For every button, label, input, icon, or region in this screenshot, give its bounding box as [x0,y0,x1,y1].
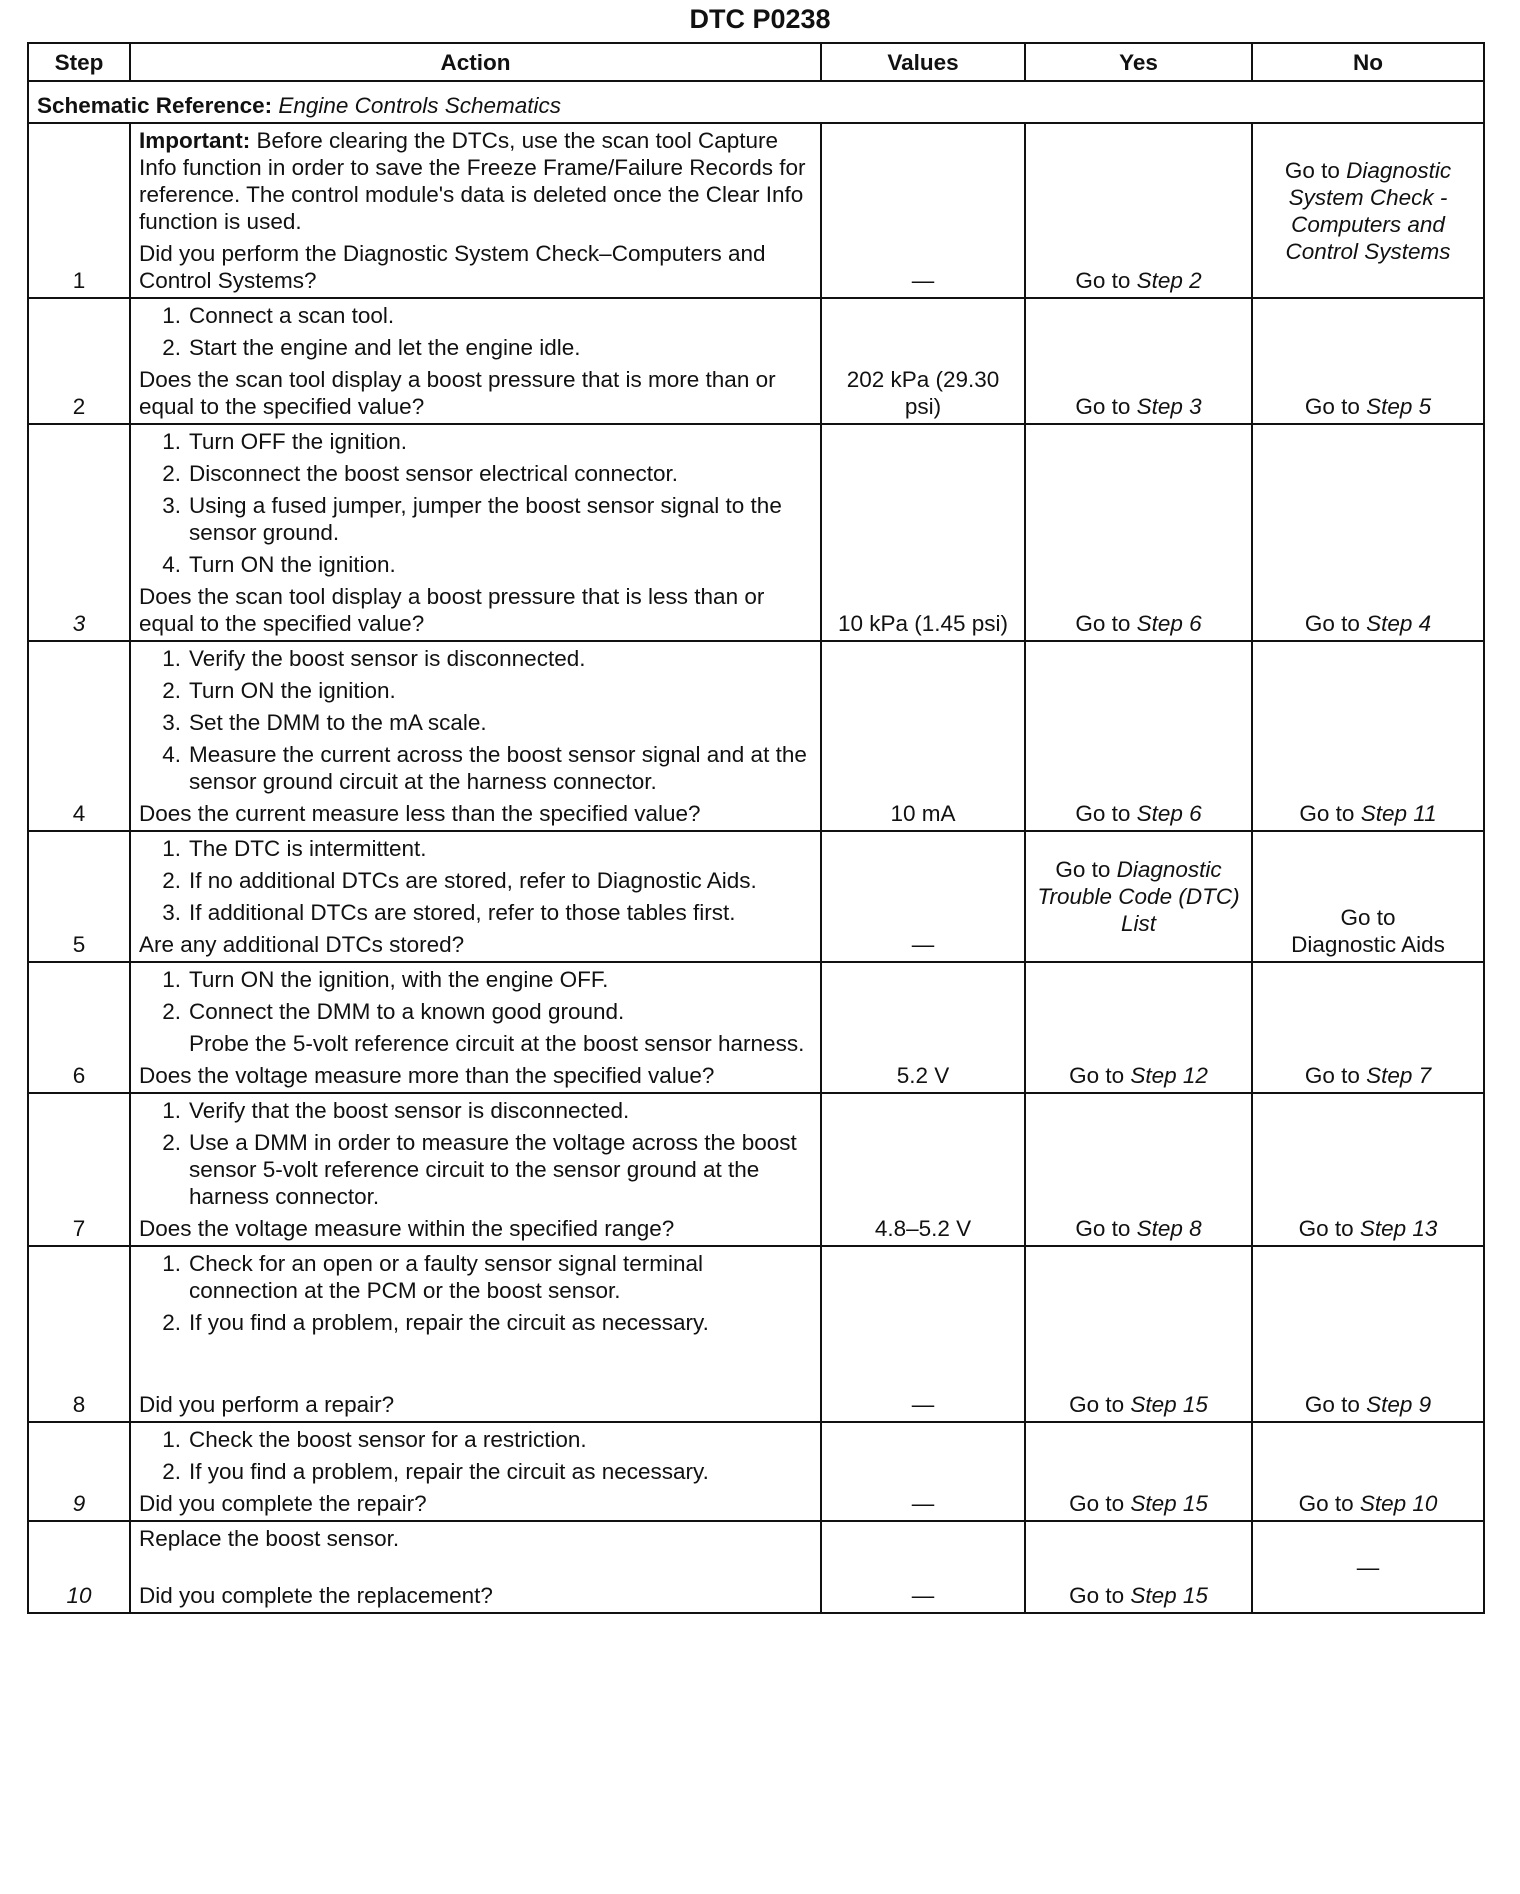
item-text: Connect the DMM to a known good ground. [189,999,625,1024]
action-question: Are any additional DTCs stored? [139,932,465,957]
item-text: Check the boost sensor for a restriction. [189,1427,587,1452]
yes-prefix: Go to [1075,1216,1131,1241]
item-text: Start the engine and let the engine idle. [189,335,581,360]
important-label: Important: [139,128,251,153]
yes-cell [1025,123,1252,298]
item-number: 2. [162,1310,181,1335]
important-text: Before clearing the DTCs, use the scan tool Capture Info function in order to save the Freeze Frame/Failure Records for reference. The control module's data is deleted once the Clear Info function is used. [139,128,806,234]
item-number: 1. [162,1251,181,1276]
action-question: Does the voltage measure more than the specified value? [139,1063,715,1088]
yes-cell [1025,1422,1252,1521]
yes-prefix: Go to [1055,857,1111,882]
yes-target-link[interactable]: Step 15 [1130,1392,1208,1417]
spacer [139,1341,812,1389]
action-list [139,1097,812,1210]
value-cell: — [821,1422,1025,1521]
yes-target-link[interactable]: Step 6 [1136,801,1202,826]
list-item [139,835,812,862]
item-text: If additional DTCs are stored, refer to those tables first. [189,900,736,925]
no-target-link[interactable]: Step 4 [1366,611,1432,636]
item-number: 2. [162,335,181,360]
value-cell: 4.8–5.2 V [821,1093,1025,1246]
table-row-step-8 [28,1246,1484,1422]
table-row-step-4 [28,641,1484,831]
table-row-step-10 [28,1521,1484,1613]
yes-prefix: Go to [1075,611,1131,636]
step-number: 7 [28,1093,130,1246]
action-cell [130,831,821,962]
action-question: Does the scan tool display a boost pressure that is less than or equal to the specified value? [139,584,765,636]
table-row-step-6 [28,962,1484,1093]
yes-cell [1025,298,1252,424]
item-text: Disconnect the boost sensor electrical connector. [189,461,679,486]
list-item [139,677,812,704]
action-lead: Replace the boost sensor. [139,1526,400,1551]
no-prefix: Go to [1340,905,1396,930]
schematic-reference [28,81,1484,123]
no-cell [1252,1422,1484,1521]
value-cell: 10 kPa (1.45 psi) [821,424,1025,641]
page-title: DTC P0238 [689,4,831,34]
item-text: The DTC is intermittent. [189,836,427,861]
yes-prefix: Go to [1075,394,1131,419]
list-item [139,1250,812,1304]
no-cell: — [1252,1521,1484,1613]
value-cell: 10 mA [821,641,1025,831]
item-number: 2. [162,868,181,893]
item-text: Turn ON the ignition. [189,552,396,577]
value-cell: — [821,831,1025,962]
item-text: Turn OFF the ignition. [189,429,408,454]
action-question: Did you complete the replacement? [139,1583,493,1608]
value-cell: 202 kPa (29.30 psi) [821,298,1025,424]
item-number: 1. [162,967,181,992]
item-number: 2. [162,999,181,1024]
action-question: Does the current measure less than the specified value? [139,801,701,826]
action-cell [130,962,821,1093]
yes-target-link[interactable]: Step 2 [1136,268,1202,293]
list-item [139,1309,812,1336]
action-list [139,302,812,361]
item-text: Connect a scan tool. [189,303,395,328]
list-item [139,867,812,894]
item-text: Using a fused jumper, jumper the boost sensor signal to the sensor ground. [189,493,782,545]
table-row-step-7 [28,1093,1484,1246]
list-item [139,428,812,455]
item-text: If no additional DTCs are stored, refer to Diagnostic Aids. [189,868,757,893]
no-target-link[interactable]: Diagnostic System Check - Computers and Control Systems [1285,157,1452,264]
action-cell [130,123,821,298]
action-list [139,835,812,926]
no-cell [1252,424,1484,641]
item-number: 3. [162,710,181,735]
header-step: Step [28,43,130,81]
schematic-link[interactable]: Engine Controls Schematics [278,93,562,118]
list-item [139,1030,812,1057]
item-number: 1. [162,1427,181,1452]
item-text: If you find a problem, repair the circuit as necessary. [189,1310,709,1335]
item-number: 3. [162,493,181,518]
yes-cell [1025,1246,1252,1422]
yes-prefix: Go to [1069,1063,1125,1088]
item-number: 4. [162,742,181,767]
list-item [139,551,812,578]
yes-prefix: Go to [1069,1392,1125,1417]
item-text: Verify that the boost sensor is disconnected. [189,1098,630,1123]
item-number: 2. [162,1459,181,1484]
no-target-link[interactable]: Diagnostic Aids [1291,932,1445,957]
action-cell [130,1521,821,1613]
item-number: 2. [162,461,181,486]
no-prefix: Go to [1284,157,1340,183]
action-cell [130,1093,821,1246]
yes-prefix: Go to [1069,1583,1125,1608]
action-question: Did you complete the repair? [139,1491,427,1516]
yes-cell [1025,831,1252,962]
step-number: 8 [28,1246,130,1422]
item-number: 2. [162,1130,181,1155]
item-text: Probe the 5-volt reference circuit at the boost sensor harness. [189,1031,805,1056]
no-cell [1252,123,1484,298]
table-row-step-3 [28,424,1484,641]
action-cell [130,298,821,424]
item-text: Check for an open or a faulty sensor signal terminal connection at the PCM or the boost sensor. [189,1251,704,1303]
yes-cell [1025,1093,1252,1246]
yes-target-link[interactable]: Step 8 [1136,1216,1202,1241]
item-text: Measure the current across the boost sensor signal and at the sensor ground circuit at the harness connector. [189,742,807,794]
header-values: Values [821,43,1025,81]
no-cell [1252,1246,1484,1422]
step-number: 10 [28,1521,130,1613]
item-text: Set the DMM to the mA scale. [189,710,487,735]
yes-cell [1025,641,1252,831]
list-item [139,709,812,736]
table-row-step-5 [28,831,1484,962]
table-row-step-9 [28,1422,1484,1521]
important-note [139,127,812,235]
action-question: Did you perform a repair? [139,1392,395,1417]
list-item [139,460,812,487]
action-question: Does the scan tool display a boost pressure that is more than or equal to the specified value? [139,367,776,419]
item-number: 1. [162,303,181,328]
spacer [139,1552,812,1580]
list-item [139,1458,812,1485]
no-target-link[interactable]: Step 11 [1360,801,1437,826]
no-prefix: Go to [1299,801,1355,826]
table-row-step-1 [28,123,1484,298]
step-number: 9 [28,1422,130,1521]
item-text: Turn ON the ignition. [189,678,396,703]
item-text: Turn ON the ignition, with the engine OFF. [189,967,609,992]
diagnostic-table [27,42,1485,1614]
list-item [139,334,812,361]
action-question: Does the voltage measure within the specified range? [139,1216,675,1241]
no-cell [1252,641,1484,831]
action-cell [130,1246,821,1422]
yes-cell [1025,1521,1252,1613]
list-item [139,1097,812,1124]
item-number: 3. [162,900,181,925]
header-yes: Yes [1025,43,1252,81]
list-item [139,998,812,1025]
list-item [139,966,812,993]
step-number: 6 [28,962,130,1093]
action-list [139,1426,812,1485]
value-cell: — [821,1246,1025,1422]
item-number: 4. [162,552,181,577]
no-prefix: Go to [1304,394,1360,419]
step-number: 3 [28,424,130,641]
no-target-link[interactable]: Step 13 [1359,1216,1438,1241]
value-cell: — [821,1521,1025,1613]
item-text: Use a DMM in order to measure the voltage across the boost sensor 5-volt reference circuit to the sensor ground at the harness connector. [189,1130,797,1209]
action-question: Did you perform the Diagnostic System Check–Computers and Control Systems? [139,241,766,293]
yes-target-link[interactable]: Step 3 [1136,394,1202,419]
header-action: Action [130,43,821,81]
no-prefix: Go to [1304,1063,1360,1088]
item-text: If you find a problem, repair the circuit as necessary. [189,1459,709,1484]
schematic-label: Schematic Reference: [37,93,273,118]
no-prefix: Go to [1304,611,1360,636]
action-cell [130,1422,821,1521]
no-cell [1252,831,1484,962]
list-item [139,1426,812,1453]
no-prefix: Go to [1298,1491,1354,1516]
no-target-link[interactable]: Step 5 [1366,394,1432,419]
action-cell [130,424,821,641]
header-no: No [1252,43,1484,81]
action-list [139,1250,812,1336]
list-item [139,302,812,329]
no-cell [1252,962,1484,1093]
item-number: 1. [162,429,181,454]
header-row [28,43,1484,81]
list-item [139,741,812,795]
no-prefix: Go to [1298,1216,1354,1241]
action-cell [130,641,821,831]
yes-target-link[interactable]: Diagnostic Trouble Code (DTC) List [1037,857,1240,936]
no-target-link[interactable]: Step 9 [1366,1392,1432,1417]
yes-cell [1025,424,1252,641]
action-list [139,645,812,795]
list-item [139,899,812,926]
yes-target-link[interactable]: Step 12 [1130,1063,1208,1088]
list-item [139,492,812,546]
table-row-step-2 [28,298,1484,424]
yes-target-link[interactable]: Step 15 [1130,1491,1208,1516]
step-number: 4 [28,641,130,831]
item-number: 1. [162,1098,181,1123]
yes-target-link[interactable]: Step 6 [1136,611,1202,636]
action-list [139,966,812,1057]
item-number: 2. [162,678,181,703]
yes-cell [1025,962,1252,1093]
schematic-row [28,81,1484,123]
step-number: 2 [28,298,130,424]
yes-target-link[interactable]: Step 15 [1130,1583,1208,1608]
step-number: 1 [28,123,130,298]
no-prefix: Go to [1304,1392,1360,1417]
no-target-link[interactable]: Step 10 [1359,1491,1438,1516]
item-number [139,1030,189,1057]
item-number: 1. [162,646,181,671]
value-cell: — [821,123,1025,298]
yes-prefix: Go to [1069,1491,1125,1516]
no-target-link[interactable]: Step 7 [1366,1063,1432,1088]
item-number: 1. [162,836,181,861]
item-text: Verify the boost sensor is disconnected. [189,646,586,671]
list-item [139,1129,812,1210]
yes-prefix: Go to [1075,801,1131,826]
action-list [139,428,812,578]
no-cell [1252,1093,1484,1246]
step-number: 5 [28,831,130,962]
value-cell: 5.2 V [821,962,1025,1093]
yes-prefix: Go to [1075,268,1131,293]
list-item [139,645,812,672]
no-cell [1252,298,1484,424]
